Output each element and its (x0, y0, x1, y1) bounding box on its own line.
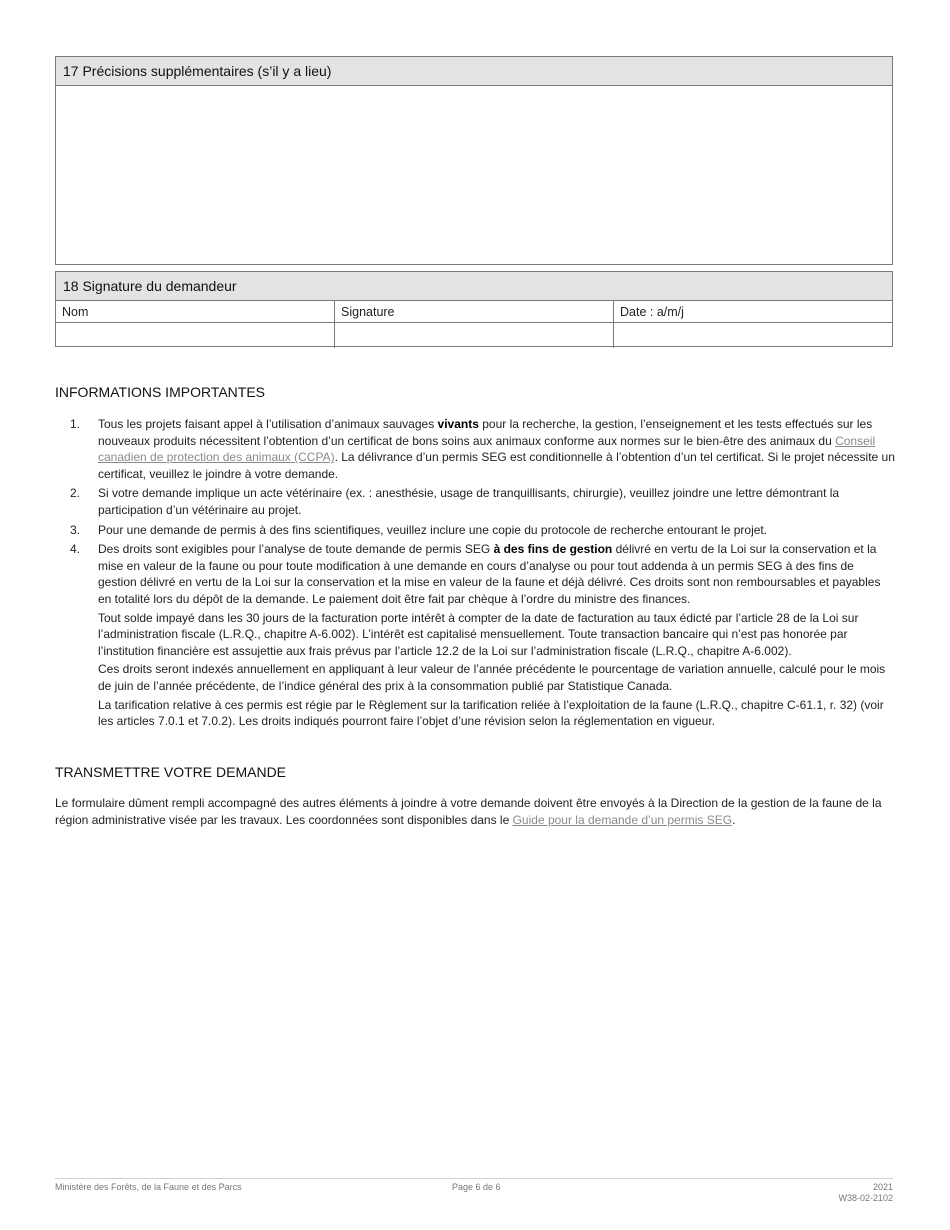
item-text: . La délivrance d’un permis SEG est conditionnelle à l’obtention d’un tel certificat. Si le projet nécessite un certificat, veuillez le joindre à votre demande. (98, 450, 895, 481)
item-paragraph: Ces droits seront indexés annuellement en appliquant à leur valeur de l’année précédente le pourcentage de variation annuelle, calculé pour le mois de juin de l’année précédente, de l’indice général des prix à la consommation publié par Statistique Canada. (98, 662, 886, 693)
footer-form-code: W38-02-2102 (838, 1193, 893, 1203)
send-title: TRANSMETTRE VOTRE DEMANDE (55, 764, 287, 780)
signature-cell (335, 323, 614, 348)
footer-page-number: Page 6 de 6 (452, 1182, 501, 1192)
list-item (55, 541, 895, 730)
footer-divider (55, 1178, 893, 1179)
item-number: 2. (70, 486, 81, 501)
ccpa-link[interactable]: Conseil canadien de protection des animaux (CCPA) (98, 433, 876, 465)
list-item (55, 522, 895, 539)
bold-text: vivants (437, 417, 479, 431)
item-paragraph: La tarification relative à ces permis est régie par le Règlement sur la tarification reliée à l’exploitation de la faune (L.R.Q., chapitre C-61.1, r. 32) (voir les articles 7.0.1 et 7.0.2). Les droits indiqués pourront faire l’objet d’une révision selon la réglementation en vigueur. (98, 697, 884, 729)
list-item (55, 485, 895, 518)
item-number: 1. (70, 417, 81, 431)
signature-labels-row (56, 301, 892, 323)
item-number: 3. (70, 522, 81, 537)
guide-link[interactable]: Guide pour la demande d’un permis SEG (512, 812, 733, 827)
info-list (55, 416, 895, 733)
section-18-title: 18 Signature du demandeur (56, 272, 892, 301)
send-text-part: Le formulaire dûment rempli accompagné des autres éléments à joindre à votre demande doivent être envoyés à la Direction de la gestion de la faune de la région administrative visée par les travaux. Les coordonnées sont disponibles dans le (55, 796, 882, 827)
list-item (55, 416, 895, 482)
info-title: INFORMATIONS IMPORTANTES (55, 384, 266, 400)
name-label: Nom (56, 301, 335, 323)
section-18-box (55, 271, 893, 347)
item-text: Tous les projets faisant appel à l’utilisation d’animaux sauvages (98, 417, 438, 431)
date-input[interactable] (614, 323, 892, 348)
signature-input[interactable] (335, 323, 613, 348)
date-cell (614, 323, 892, 348)
footer-meta (838, 1182, 893, 1204)
item-text: délivré en vertu de la Loi sur la conservation et la mise en valeur de la faune ou pour toute modification à une demande en cours d’analyse ou pour tout addenda à un permis SEG à des fins de gestion délivré en vertu de la Loi sur la conservation et la mise en valeur de la faune et déjà délivré. Ces droits sont non remboursables et payables en totalité lors du dépôt de la demande. Le paiement doit être fait par chèque à l’ordre du ministre des finances. (98, 542, 881, 606)
send-text (55, 795, 895, 828)
signature-inputs-row (56, 323, 892, 348)
additional-details-field[interactable] (56, 86, 892, 265)
date-label: Date : a/m/j (614, 301, 892, 323)
footer-year: 2021 (872, 1182, 893, 1192)
signature-label: Signature (335, 301, 614, 323)
section-17-title: 17 Précisions supplémentaires (s’il y a lieu) (56, 57, 892, 86)
name-cell (56, 323, 335, 348)
item-text: pour la recherche, la gestion, l’enseignement et les tests effectués sur les nouveaux produits nécessitent l’obtention d’un certificat de bons soins aux animaux conforme aux normes sur le bien-être des animaux du (98, 417, 873, 448)
send-text-part: . (732, 812, 736, 827)
item-text: Si votre demande implique un acte vétérinaire (ex. : anesthésie, usage de tranquillisants, chirurgie), veuillez joindre une lettre démontrant la participation d’un vétérinaire au projet. (98, 486, 840, 517)
section-17-box (55, 56, 893, 265)
item-text: Des droits sont exigibles pour l’analyse de toute demande de permis SEG (98, 542, 494, 557)
item-paragraph: Tout solde impayé dans les 30 jours de la facturation porte intérêt à compter de la date de facturation au taux édicté par l’article 28 de la Loi sur l’administration fiscale (L.R.Q., chapitre A-6.002). L’intérêt est capitalisé mensuellement. Toute transaction bancaire qui n’est pas honorée par l’institution financière est assujettie aux frais prévus par l’article 12.2 de la Loi sur l’administration fiscale (L.R.Q., chapitre A-6.002). (98, 610, 859, 658)
item-text: Pour une demande de permis à des fins scientifiques, veuillez inclure une copie du protocole de recherche entourant le projet. (98, 522, 768, 537)
name-input[interactable] (56, 323, 334, 348)
bold-text: à des fins de gestion (493, 542, 613, 557)
footer-ministry: Ministère des Forêts, de la Faune et des Parcs (55, 1182, 242, 1192)
item-number: 4. (70, 542, 81, 557)
